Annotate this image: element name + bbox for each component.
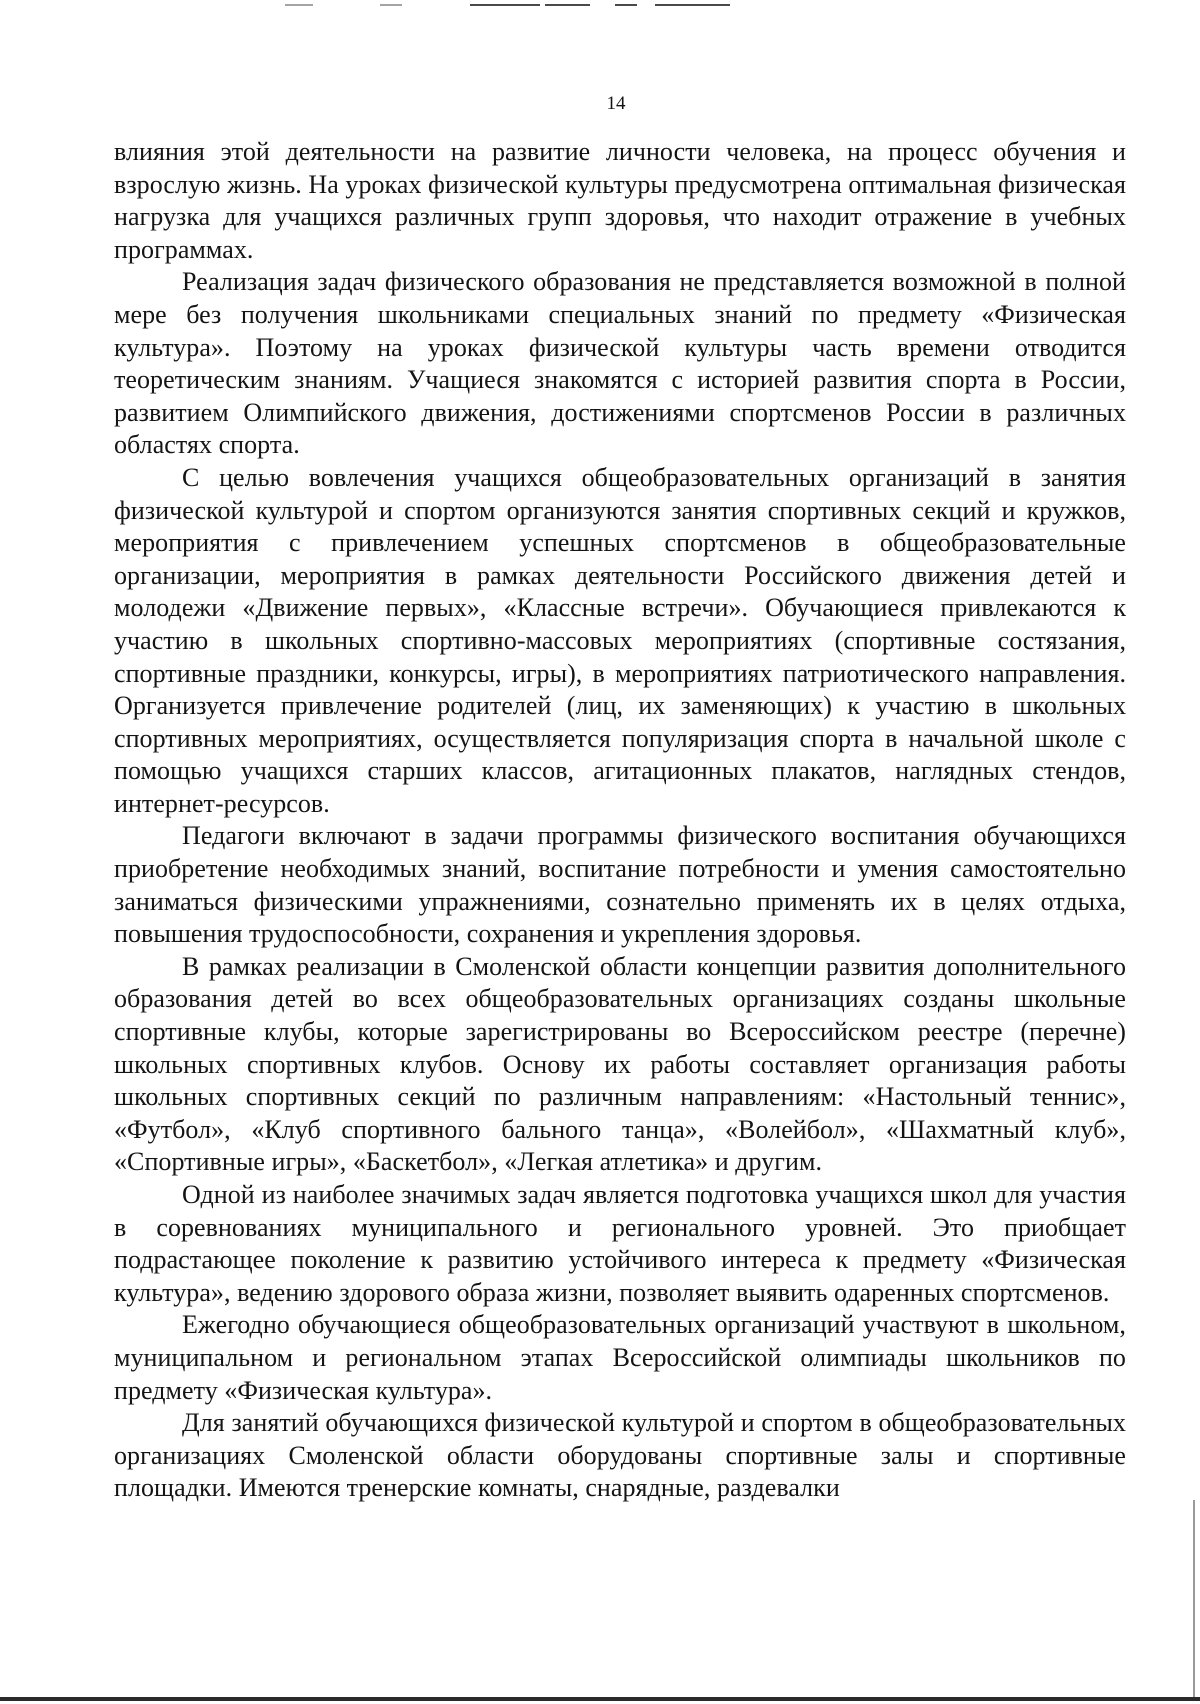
paragraph: В рамках реализации в Смоленской области концепции развития дополнительного образования детей во всех общеобразовательных организациях созданы школьные спортивные клубы, которые зарегистрированы во Всероссийском реестре (перечне) школьных спортивных клубов. Основу их работы составляет организация работы школьных спортивных секций по различным направлениям: «Настольный теннис», «Футбол», «Клуб спортивного бального танца», «Волейбол», «Шахматный клуб», «Спортивные игры», «Баскетбол», «Легкая атлетика» и другим.: [114, 951, 1126, 1177]
paragraph: Реализация задач физического образования не представляется возможной в полной мере без получения школьниками специальных знаний по предмету «Физическая культура». Поэтому на уроках физической культуры часть времени отводится теоретическим знаниям. Учащиеся знакомятся с историей развития спорта в России, развитием Олимпийского движения, достижениями спортсменов России в различных областях спорта.: [114, 267, 1126, 460]
paragraph: С целью вовлечения учащихся общеобразовательных организаций в занятия физической культурой и спортом организуются занятия спортивных секций и кружков, мероприятия с привлечением успешных спортсменов в общеобразовательные организации, мероприятия в рамках деятельности Российского движения детей и молодежи «Движение первых», «Классные встречи». Обучающиеся привлекаются к участию в школьных спортивно-массовых мероприятиях (спортивные состязания, спортивные праздники, конкурсы, игры), в мероприятиях патриотического направления. Организуется привлечение родителей (лиц, их заменяющих) к участию в школьных спортивных мероприятиях, осуществляется популяризация спорта в начальной школе с помощью учащихся старших классов, агитационных плакатов, наглядных стендов, интернет-ресурсов.: [114, 462, 1126, 818]
scan-edge-right: [1193, 1500, 1195, 1700]
scan-edge-top: [0, 0, 1200, 14]
paragraph: Педагоги включают в задачи программы физического воспитания обучающихся приобретение необходимых знаний, воспитание потребности и умения самостоятельно заниматься физическими упражнениями, сознательно применять их в целях отдыха, повышения трудоспособности, сохранения и укрепления здоровья.: [114, 821, 1126, 949]
scan-edge-bottom: [0, 1697, 1200, 1701]
page-number: 14: [606, 93, 626, 114]
document-body: [114, 136, 1126, 1505]
paragraph: Для занятий обучающихся физической культурой и спортом в общеобразовательных организациях Смоленской области оборудованы спортивные залы и спортивные площадки. Имеются тренерские комнаты, снарядные, раздевалки: [114, 1408, 1126, 1503]
paragraph: влияния этой деятельности на развитие личности человека, на процесс обучения и взрослую жизнь. На уроках физической культуры предусмотрена оптимальная физическая нагрузка для учащихся различных групп здоровья, что находит отражение в учебных программах.: [114, 137, 1126, 264]
paragraph: Ежегодно обучающиеся общеобразовательных организаций участвуют в школьном, муниципальном и региональном этапах Всероссийской олимпиады школьников по предмету «Физическая культура».: [114, 1310, 1126, 1405]
paragraph: Одной из наиболее значимых задач является подготовка учащихся школ для участия в соревнованиях муниципального и регионального уровней. Это приобщает подрастающее поколение к развитию устойчивого интереса к предмету «Физическая культура», ведению здорового образа жизни, позволяет выявить одаренных спортсменов.: [114, 1180, 1126, 1307]
